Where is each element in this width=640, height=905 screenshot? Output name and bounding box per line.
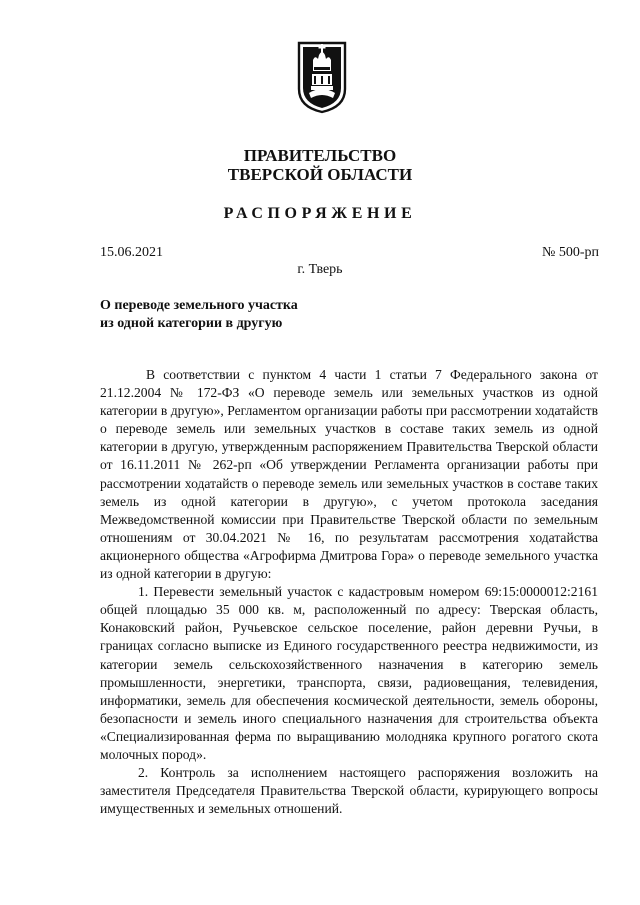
document-number: № 500-рп xyxy=(541,245,599,260)
item-2-paragraph: 2. Контроль за исполнением настоящего распоряжения возложить на заместителя Председателя Правительства Тверской области, курирующего вопросы имущественных и земельных отношений. xyxy=(100,765,598,817)
government-title-line1: ПРАВИТЕЛЬСТВО xyxy=(243,146,397,165)
government-title-line2: ТВЕРСКОЙ ОБЛАСТИ xyxy=(227,165,413,184)
subject-line2: из одной категории в другую xyxy=(100,316,283,331)
document-body xyxy=(100,366,598,818)
document-city: г. Тверь xyxy=(297,262,343,277)
subject-line1: О переводе земельного участка xyxy=(100,298,298,313)
intro-paragraph: В соответствии с пунктом 4 части 1 статьи 7 Федерального закона от 21.12.2004 № 172-ФЗ «О переводе земель или земельных участков из одной категории в другую», Регламентом организации работы при рассмотрении ходатайств о переводе земель или земельных участков в составе таких земель из одной категории в другую, утвержденным распоряжением Правительства Тверской области от 16.11.2011 № 262-рп «Об утверждении Регламента организации работы при рассмотрении ходатайств о переводе земель или земельных участков в составе таких земель из одной категории в другую», с учетом протокола заседания Межведомственной комиссии при Правительстве Тверской области по земельным отношениям от 30.04.2021 № 16, по результатам рассмотрения ходатайства акционерного общества «Агрофирма Дмитрова Гора» о переводе земельного участка из одной категории в другую: xyxy=(100,367,598,582)
document-subject xyxy=(100,297,298,333)
item-1-paragraph: 1. Перевести земельный участок с кадастровым номером 69:15:0000012:2161 общей площадью 35 000 кв. м, расположенный по адресу: Тверская область, Конаковский район, Ручьевское сельское поселение, район деревни Ручьи, в границах согласно выписке из Единого государственного реестра недвижимости, из категории земель сельскохозяйственного назначения в категорию земель промышленности, энергетики, транспорта, связи, радиовещания, телевидения, информатики, земель для обеспечения космической деятельности, земель обороны, безопасности и земель иного специального назначения для строительства объекта «Специализированная ферма по выращиванию молодняка крупного рогатого скота молочных пород». xyxy=(100,584,598,762)
document-date: 15.06.2021 xyxy=(100,245,163,260)
document-type: РАСПОРЯЖЕНИЕ xyxy=(223,205,417,222)
tver-coat-of-arms-icon xyxy=(297,41,347,114)
